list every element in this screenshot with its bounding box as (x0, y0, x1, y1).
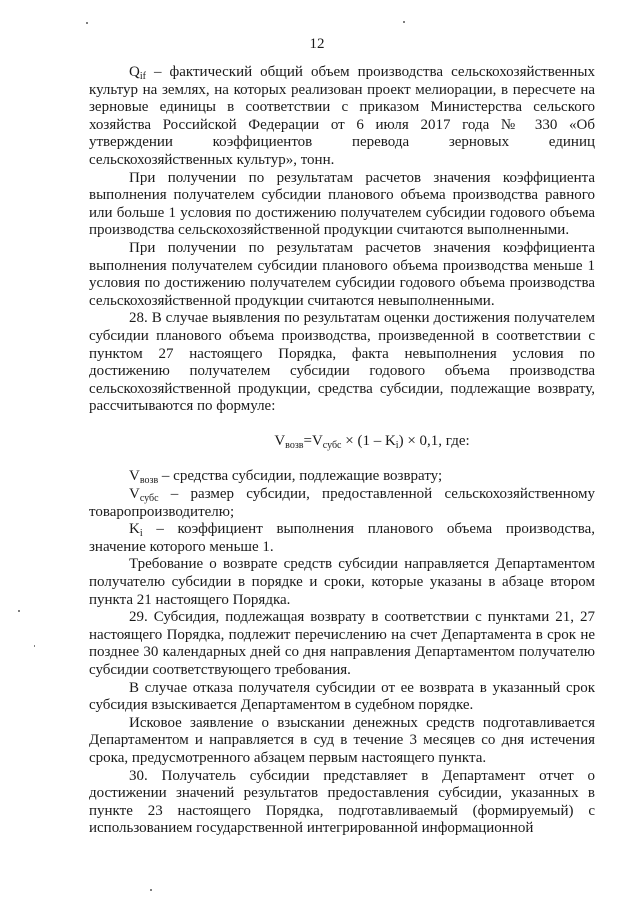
page-number: 12 (309, 36, 325, 52)
paragraph: Исковое заявление о взыскании денежных средств подготавливается Департаментом и направляется в суд в течение 3 месяцев со дня истечения срока, предусмотренного абзацем первым настоящего пункта. (89, 714, 595, 766)
scan-speck (86, 22, 88, 24)
paragraph: При получении по результатам расчетов значения коэффициента выполнения получателем субсидии планового объема производства равного или больше 1 условия по достижению получателем субсидии годового объема производства сельскохозяйственной продукции считаются выполненными. (89, 169, 595, 239)
scan-speck (150, 889, 152, 891)
formula: $V_{возв}=V_{субс} \times (1 - K_i) \times 0,1$, где: (274, 432, 470, 451)
paragraph-item-30: 30. Получатель субсидии представляет в Департамент отчет о достижении значений результатов предоставления субсидии, указанных в пункте 23 настоящего Порядка, подготавливаемый (формируемый) с использованием государственной интегрированной информационной (89, 767, 595, 837)
document-body (89, 64, 595, 838)
paragraph-qif-definition: $Q_{if}$ – фактический общий объем производства сельскохозяйственных культур на землях, на которых реализован проект мелиорации, в пересчете на зерновые единицы в соответствии с приказом Министерства сельского хозяйства Российской Федерации от 6 июля 2017 года № 330 «Об утверждении коэффициентов перевода зерновых единиц сельскохозяйственных культур», тонн. (89, 64, 595, 168)
paragraph-item-28: 28. В случае выявления по результатам оценки достижения получателем субсидии планового объема производства, произведенной в соответствии с пунктом 27 настоящего Порядка, факта невыполнения условия по достижению получателем субсидии годового объема производства сельскохозяйственной продукции, средства субсидии, подлежащие возврату, рассчитываются по формуле: (89, 310, 595, 415)
paragraph-item-29: 29. Субсидия, подлежащая возврату в соответствии с пунктами 21, 27 настоящего Порядка, подлежит перечислению на счет Департамента в срок не позднее 30 календарных дней со дня направления Департаментом получателю субсидии соответствующего требования. (89, 609, 595, 678)
scan-speck (34, 645, 35, 647)
definition-k-i: $K_i$ – коэффициент выполнения планового объема производства, значение которого меньше 1. (89, 521, 595, 555)
definition-v-subs: $V_{субс}$ – размер субсидии, предоставленной сельскохозяйственному товаропроизводителю; (89, 486, 595, 520)
paragraph: В случае отказа получателя субсидии от ее возврата в указанный срок субсидия взыскивается Департаментом в судебном порядке. (89, 679, 595, 714)
paragraph: При получении по результатам расчетов значения коэффициента выполнения получателем субсидии планового объема производства меньше 1 условия по достижению получателем субсидии годового объема производства сельскохозяйственной продукции считаются невыполненными. (89, 239, 595, 309)
scan-speck (18, 610, 20, 612)
definition-v-vozv: $V_{возв}$ – средства субсидии, подлежащие возврату; (129, 468, 443, 487)
paragraph: Требование о возврате средств субсидии направляется Департаментом получателю субсидии в порядке и сроки, которые указаны в абзаце втором пункта 21 настоящего Порядка. (89, 556, 595, 608)
scan-speck (403, 21, 405, 23)
